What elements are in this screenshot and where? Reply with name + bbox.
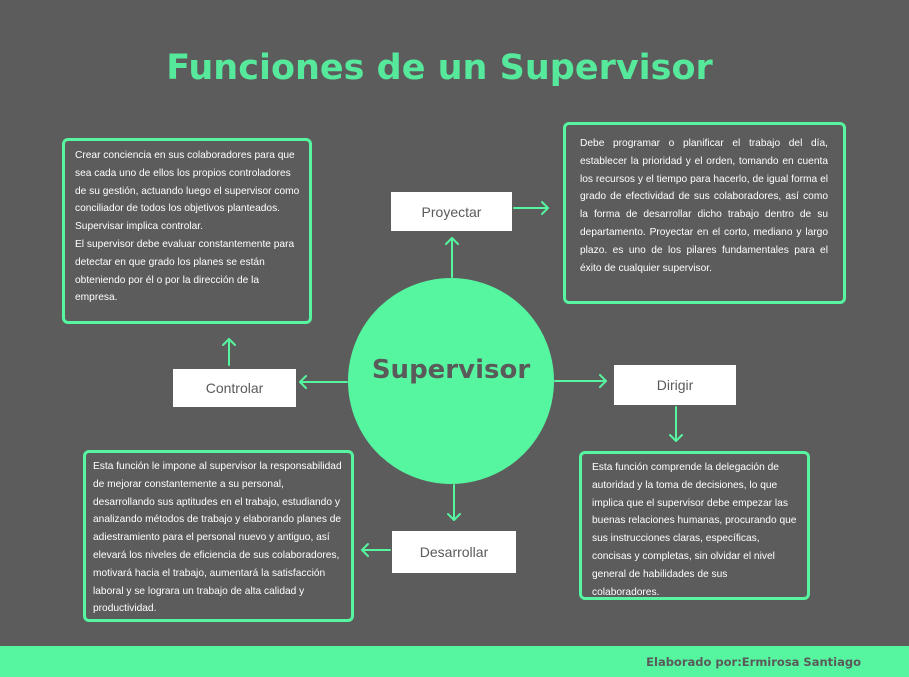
footer-bar [0,646,909,677]
controlar-text-1: Crear conciencia en sus colaboradores para que sea cada uno de ellos los propios controladores de su gestión, actuando luego el supervisor como conciliador de todos los objetivos planteados. Supervisar implica controlar. [75,150,300,233]
page-title: Funciones de un Supervisor [166,48,713,88]
desarrollar-text: Esta función le impone al supervisor la responsabilidad de mejorar constantemente a su personal, desarrollando sus aptitudes en el trabajo, estudiando y analizando métodos de trabajo y elaborando planes de adiestramiento para el personal nuevo y antiguo, así elevará los niveles de eficiencia de sus colaboradores, motivará hacia el trabajo, aumentará la satisfacción laboral y se lograra un trabajo de alta calidad y productividad. [93,461,342,615]
author-credit: Elaborado por:Ermirosa Santiago [646,655,861,669]
proyectar-text: Debe programar o planificar el trabajo del día, establecer la prioridad y el orden, tomando en cuenta los recursos y el tiempo para hacerlo, de igual forma el grado de efectividad de sus colaboradores, así como la forma de desarrollar dicho trabajo dentro de su departamento. Proyectar en el corto, mediano y largo plazo. es uno de los pilares fundamentales para el éxito de cualquier supervisor. [580,138,828,274]
supervisor-label: Supervisor [371,355,531,385]
controlar-text-2: El supervisor debe evaluar constantemente para detectar en que grado los planes se están obteniendo por él o por la dirección de la empresa. [75,238,295,304]
proyectar-node: Proyectar [391,192,512,231]
desarrollar-node: Desarrollar [392,531,516,573]
dirigir-node: Dirigir [614,365,736,405]
controlar-node: Controlar [173,369,296,407]
dirigir-text: Esta función comprende la delegación de autoridad y la toma de decisiones, lo que implica que el supervisor debe empezar las buenas relaciones humanas, procurando que sus instrucciones claras, específicas, concisas y completas, sin olvidar el nivel general de habilidades de sus colaboradores. [592,462,797,598]
